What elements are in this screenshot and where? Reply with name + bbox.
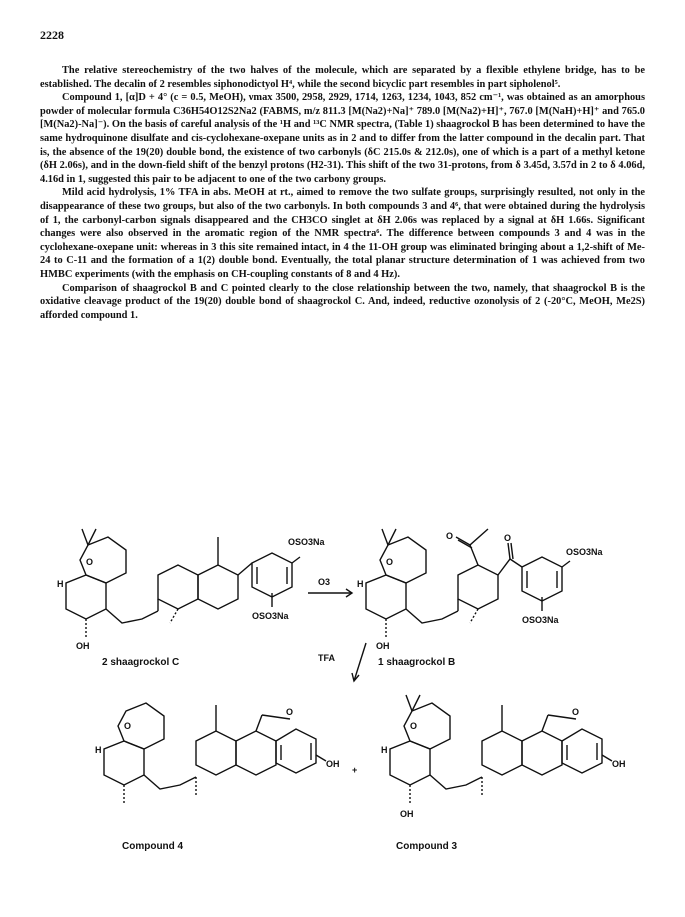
compound-3-caption: Compound 3 [396, 841, 458, 852]
oxygen-label-4: O [124, 721, 132, 731]
hydroxyl-11-label-3: OH [400, 809, 414, 819]
paragraph-1: The relative stereochemistry of the two halves of the molecule, which are separated by a flexible ethylene bridge, has to be established. The decalin of 2 resembles siphonodictyol H⁴, while the second bicyclic part resembles in part sipholenol⁵. [40, 65, 645, 90]
hydroxyl-label-4: OH [326, 759, 340, 769]
hydrogen-label-3: H [381, 745, 388, 755]
oxygen-label-2: O [86, 557, 94, 567]
ether-oxygen-label-4: O [286, 707, 294, 717]
reaction-scheme [0, 515, 685, 895]
sulfate-bottom-label-2: OSO3Na [252, 611, 289, 621]
oxygen-label-3: O [410, 721, 418, 731]
plus-sign: + [352, 765, 358, 775]
sulfate-top-label-1: OSO3Na [566, 547, 603, 557]
body-text [40, 64, 645, 322]
compound-4-caption: Compound 4 [122, 841, 184, 852]
tfa-reagent: TFA [318, 653, 335, 663]
structure-compound-4 [104, 703, 326, 805]
hydroxyl-label-1: OH [376, 641, 390, 651]
sulfate-bottom-label-1: OSO3Na [522, 615, 559, 625]
ether-oxygen-label-3: O [572, 707, 580, 717]
hydroxyl-label-2: OH [76, 641, 90, 651]
hydrogen-label-1: H [357, 579, 364, 589]
paragraph-4: Comparison of shaagrockol B and C pointed clearly to the close relationship between the two, namely, that shaagrockol B is the oxidative cleavage product of the 19(20) double bond of shaagrockol C. And, indeed, reductive ozonolysis of 2 (-20°C, MeOH, Me2S) afforded compound 1. [40, 282, 645, 321]
page-number: 2228 [40, 28, 64, 42]
compound-1-caption: 1 shaagrockol B [378, 657, 456, 668]
paragraph-3: Mild acid hydrolysis, 1% TFA in abs. MeOH at rt., aimed to remove the two sulfate groups, surprisingly resulted, not only in the disappearance of these two groups, but also of the two carbonyls. In both compounds 3 and 4⁶, that were obtained during the hydrolysis of 1, the carbonyl-carbon signals disappeared and the CH3CO singlet at δH 2.06s was replaced by a signal at δH 1.66s. Significant changes were also observed in the aromatic region of the NMR spectra⁶. The difference between compounds 3 and 4 was in the cyclohexane-oxepane unit: whereas in 3 this site remained intact, in 4 the 11-OH group was eliminated bringing about a 1,2-shift of Me-24 to C-11 and the formation of a 1(2) double bond. Eventually, the total planar structure determination of 1 was achieved from two HMBC experiments (with the emphasis on CH-coupling constants of 8 and 4 Hz). [40, 187, 645, 280]
ketone-oxygen-label-1: O [446, 531, 454, 541]
sulfate-top-label-2: OSO3Na [288, 537, 325, 547]
compound-2-caption: 2 shaagrockol C [102, 657, 180, 668]
hydrogen-label-2: H [57, 579, 64, 589]
oxygen-label-1: O [386, 557, 394, 567]
hydroxyl-label-3: OH [612, 759, 626, 769]
carbonyl-oxygen-label-1: O [504, 533, 512, 543]
hydrogen-label-4: H [95, 745, 102, 755]
ozone-reagent: O3 [318, 577, 331, 587]
paragraph-2: Compound 1, [α]D + 4° (c = 0.5, MeOH), νmax 3500, 2958, 2929, 1714, 1263, 1234, 1043, 852 cm⁻¹, was obtained as an amorphous powder of molecular formula C36H54O12S2Na2 (FABMS, m/z 811.3 [M(Na2)+Na]⁺ 789.0 [M(Na2)+H]⁺, 767.0 [M(NaH)+H]⁺ and 765.0 [M(Na2)-Na]⁻). On the basis of careful analysis of the ¹H and ¹³C NMR spectra, (Table 1) shaagrockol B has been determined to have the same hydroquinone disulfate and cis-cyclohexane-oxepane units as in 2 and to differ from the latter compound in the decalin part. That is, the absence of the 19(20) double bond, the existence of two carbonyls (δC 215.0s & 212.0s), one of which is a part of a methyl ketone (δH 2.06s), and in the down-field shift of the benzyl protons (H2-31). This shift of the two 31-protons, from δ 3.45d, 3.57d in 2 to δ 4.06d, 4.16d in 1, suggested this pair to be adjacent to one of the two carbony groups. [40, 92, 645, 185]
